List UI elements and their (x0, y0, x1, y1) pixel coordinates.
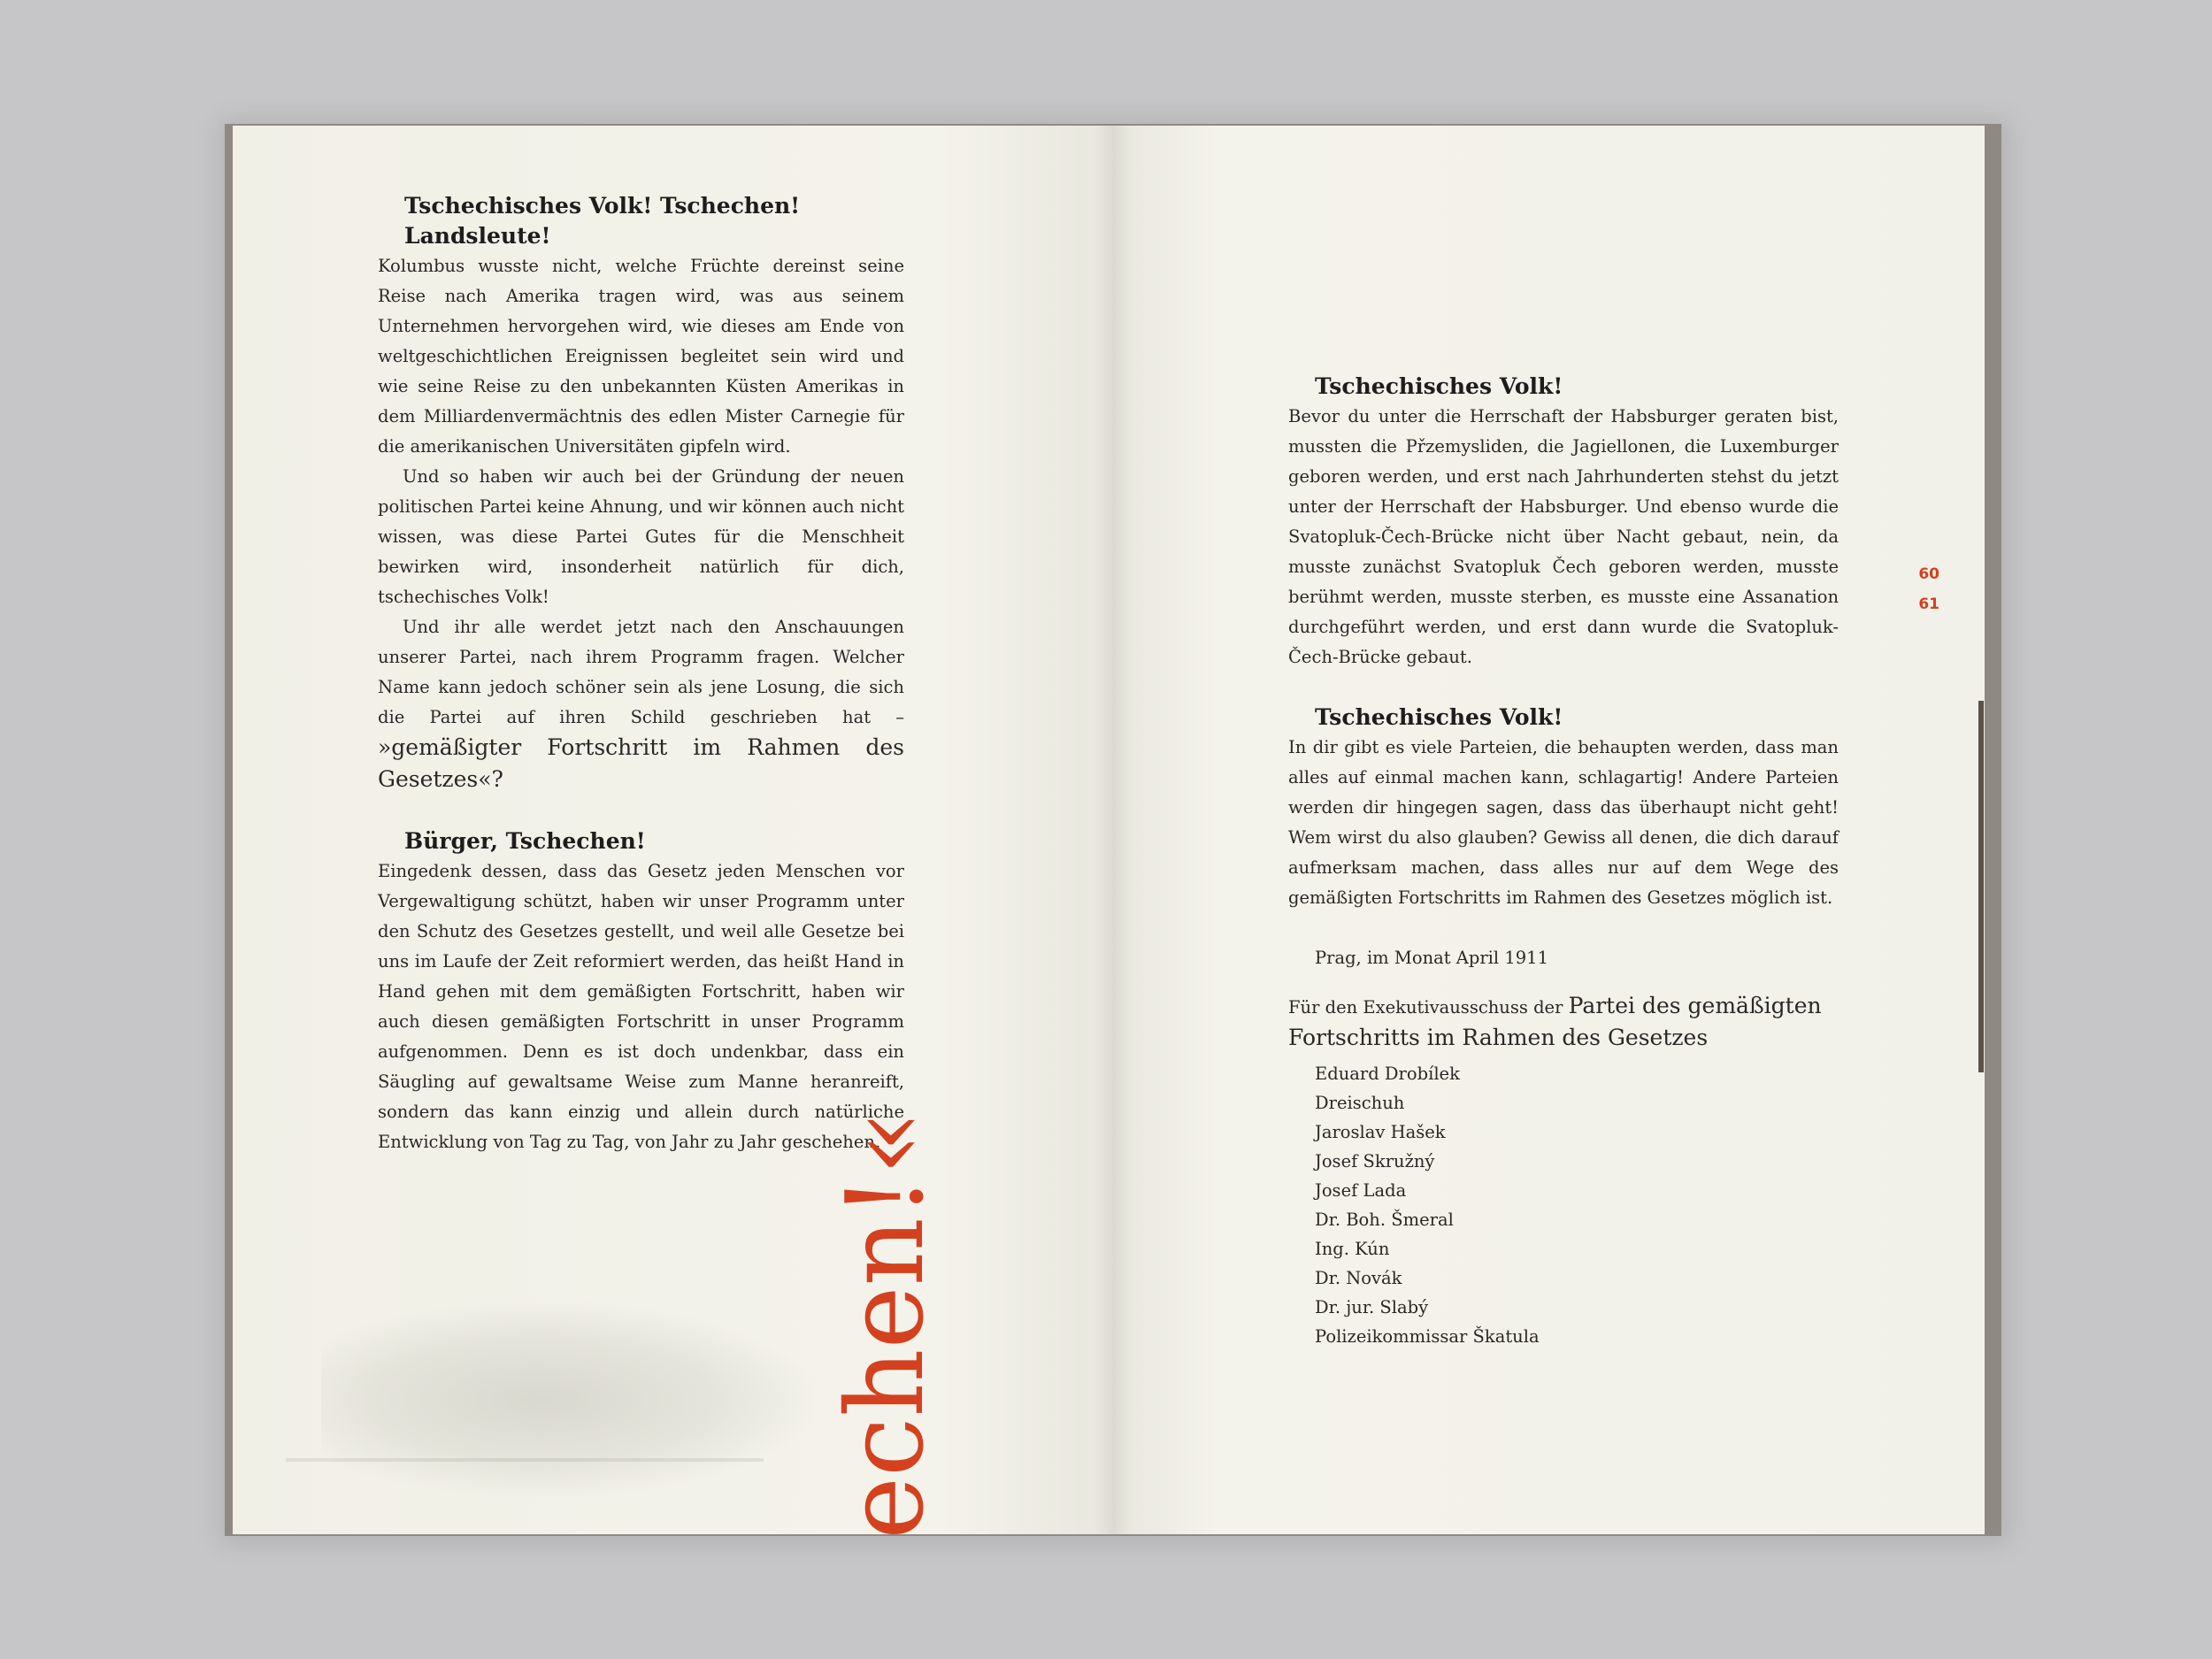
heading-buerger: Bürger, Tschechen! (404, 828, 646, 854)
left-page-text (378, 191, 904, 1157)
heading-volk-1: Tschechisches Volk! (1315, 373, 1563, 399)
right-page-text (1288, 372, 1839, 1055)
signatory: Josef Skružný (1315, 1151, 1435, 1171)
paragraph-anschauungen-text: Und ihr alle werdet jetzt nach den Anschauungen unserer Partei, nach ihrem Programm fragen. Welcher Name kann jedoch schöner sein als jene Losung, die sich die Partei auf ihren Schild geschrieben hat – (378, 617, 904, 727)
vertical-display-word: echen!« (825, 1110, 948, 1540)
signatory: Dr. Novák (1315, 1268, 1402, 1288)
committee-line (1288, 991, 1839, 1055)
heading-landsleute: Tschechisches Volk! Tschechen! Landsleute! (404, 193, 801, 249)
place-date: Prag, im Monat April 1911 (1315, 948, 1548, 968)
committee-small: Für den Exekutivausschuss der (1288, 997, 1569, 1018)
page-numbers (1913, 559, 1939, 619)
signatory: Eduard Drobílek (1315, 1064, 1460, 1084)
committee-party-name: Partei des gemäßigten Fortschritts im Rahmen des Gesetzes (1288, 993, 1822, 1050)
signatory: Jaroslav Hašek (1315, 1122, 1446, 1142)
signatory: Dreischuh (1315, 1093, 1405, 1113)
paragraph-parteien: In dir gibt es viele Parteien, die behaupten werden, dass man alles auf einmal machen kann, schlagartig! Andere Parteien werden dir hingegen sagen, dass das überhaupt nicht geht! Wem wirst du also glauben? Gewiss all denen, die dich darauf aufmerksam machen, dass alles nur auf dem Wege des gemäßigten Fortschritts im Rahmen des Gesetzes möglich ist. (1288, 737, 1839, 908)
signatory: Dr. Boh. Šmeral (1315, 1210, 1454, 1230)
paragraph-anschauungen (378, 612, 904, 796)
page-number-right: 61 (1918, 595, 1939, 613)
paragraph-kolumbus: Kolumbus wusste nicht, welche Früchte dereinst seine Reise nach Amerika tragen wird, was aus seinem Unternehmen hervorgehen wird, wie dieses am Ende von weltgeschichtlichen Ereignissen begleitet sein wird und wie seine Reise zu den unbekannten Küsten Amerikas in dem Milliardenvermächtnis des edlen Mister Carnegie für die amerikanischen Universitäten gipfeln wird. (378, 256, 904, 457)
signatory: Ing. Kún (1315, 1239, 1390, 1259)
show-through-illustration (321, 1302, 817, 1497)
signatory: Polizeikommissar Škatula (1315, 1326, 1540, 1347)
signatory: Josef Lada (1315, 1180, 1407, 1201)
signatories-list (1315, 1059, 1540, 1351)
paragraph-gruendung: Und so haben wir auch bei der Gründung der neuen politischen Partei keine Ahnung, und wir können auch nicht wissen, was diese Partei Gutes für die Menschheit bewirken wird, insonderheit natürlich für dich, tschechisches Volk! (378, 466, 904, 607)
paragraph-habsburger: Bevor du unter die Herrschaft der Habsburger geraten bist, mussten die Přzemysliden, die Jagiellonen, die Luxemburger geboren werden, und erst nach Jahrhunderten stehst du jetzt unter der Herrschaft der Habsburger. Und ebenso wurde die Svatopluk-Čech-Brücke nicht über Nacht gebaut, nein, da musste zunächst Svatopluk Čech geboren werden, musste berühmt werden, musste sterben, es musste eine Assanation durchgeführt werden, und erst dann wurde die Svatopluk-Čech-Brücke gebaut. (1288, 406, 1839, 667)
heading-volk-2: Tschechisches Volk! (1315, 704, 1563, 730)
show-through-line (286, 1458, 764, 1462)
page-number-left: 60 (1918, 565, 1939, 583)
paragraph-eingedenk: Eingedenk dessen, dass das Gesetz jeden Menschen vor Vergewaltigung schützt, haben wir unser Programm unter den Schutz des Gesetzes gestellt, und weil alle Gesetze bei uns im Laufe der Zeit reformiert werden, das heißt Hand in Hand gehen mit dem gemäßigten Fortschritt, haben wir auch diesen gemäßigten Fortschritt in unser Programm aufgenommen. Denn es ist doch undenkbar, dass ein Säugling auf gewaltsame Weise zum Manne heranreift, sondern das kann einzig und allein durch natürliche Entwicklung von Tag zu Tag, von Jahr zu Jahr geschehen. (378, 861, 904, 1152)
page-edge-marker (1978, 701, 1984, 1072)
quote-gemaessigter-fortschritt: »gemäßigter Fortschritt im Rahmen des Gesetzes«? (378, 734, 904, 792)
signatory: Dr. jur. Slabý (1315, 1297, 1429, 1317)
